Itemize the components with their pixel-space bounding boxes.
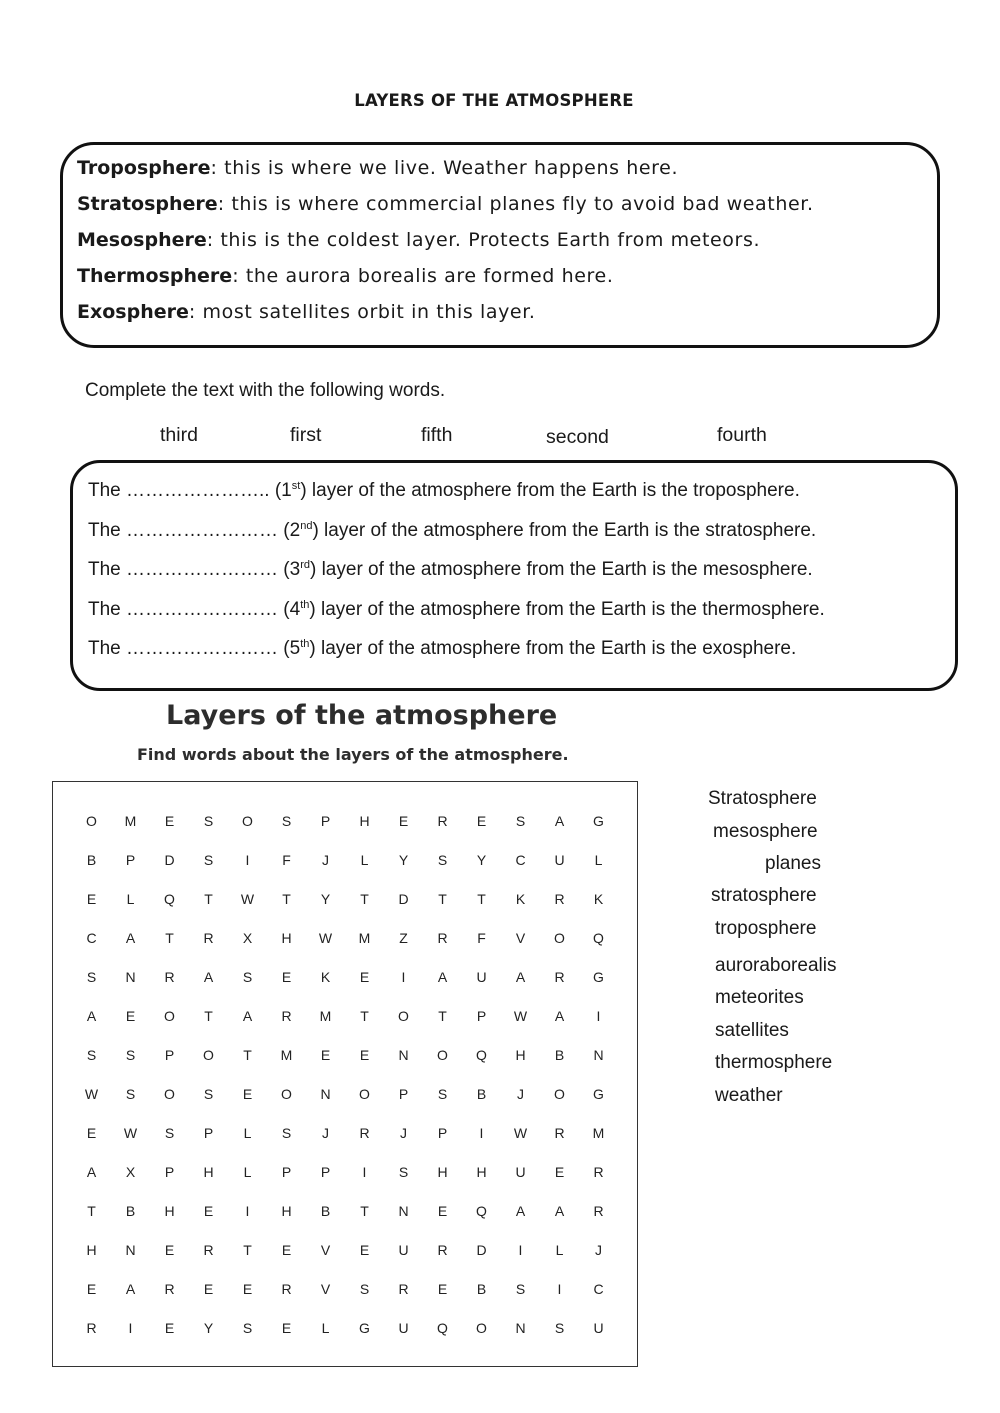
wordsearch-cell[interactable]: L: [594, 852, 603, 868]
wordsearch-row: [72, 997, 618, 1036]
wordsearch-cell[interactable]: P: [476, 1008, 487, 1024]
wordsearch-cell[interactable]: D: [164, 852, 175, 868]
wordsearch-cell[interactable]: S: [125, 1047, 136, 1063]
wordsearch-cell[interactable]: R: [437, 813, 448, 829]
wordsearch-cell[interactable]: S: [203, 852, 214, 868]
wordsearch-cell[interactable]: W: [123, 1125, 138, 1141]
definition-text: : this is where commercial planes fly to avoid bad weather.: [217, 193, 814, 215]
wordsearch-cell[interactable]: T: [438, 1008, 447, 1024]
wordsearch-cell[interactable]: Q: [593, 930, 604, 946]
wordsearch-cell[interactable]: W: [84, 1086, 99, 1102]
wordsearch-cell[interactable]: G: [593, 813, 604, 829]
wordsearch-cell[interactable]: I: [128, 1320, 133, 1336]
wordsearch-cell[interactable]: A: [86, 1008, 97, 1024]
wordsearch-cell[interactable]: E: [281, 1242, 292, 1258]
wordsearch-cell[interactable]: V: [320, 1242, 331, 1258]
wordsearch-row: [72, 1231, 618, 1270]
wordsearch-cell[interactable]: B: [86, 852, 97, 868]
wordsearch-cell[interactable]: A: [554, 1203, 565, 1219]
wordsearch-cell[interactable]: E: [476, 813, 487, 829]
wordsearch-cell[interactable]: A: [125, 930, 136, 946]
wordsearch-cell[interactable]: E: [437, 1203, 448, 1219]
wordsearch-cell[interactable]: I: [362, 1164, 367, 1180]
wordsearch-cell[interactable]: G: [359, 1320, 370, 1336]
wordsearch-cell[interactable]: B: [476, 1281, 487, 1297]
wordsearch-cell[interactable]: O: [281, 1086, 292, 1102]
word-bank-item: fourth: [717, 424, 767, 446]
wordsearch-cell[interactable]: L: [243, 1164, 252, 1180]
wordsearch-cell[interactable]: R: [164, 1281, 175, 1297]
wordsearch-cell[interactable]: R: [281, 1008, 292, 1024]
wordsearch-cell[interactable]: T: [243, 1242, 252, 1258]
wordsearch-row: [72, 841, 618, 880]
wordsearch-row: [72, 919, 618, 958]
wordsearch-cell[interactable]: K: [515, 891, 526, 907]
word-bank-item: first: [290, 424, 322, 446]
wordsearch-cell[interactable]: S: [86, 1047, 97, 1063]
definition-item: [77, 192, 937, 228]
wordsearch-cell[interactable]: E: [164, 1320, 175, 1336]
definition-text: : this is the coldest layer. Protects Earth from meteors.: [206, 229, 761, 251]
wordsearch-cell[interactable]: R: [398, 1281, 409, 1297]
wordsearch-cell[interactable]: X: [125, 1164, 136, 1180]
sentence-end: ) layer of the atmosphere from the Earth is the troposphere.: [300, 480, 800, 501]
sentence: [88, 638, 796, 660]
word-list-item: satellites: [715, 1020, 789, 1041]
wordsearch-row: [72, 1036, 618, 1075]
wordsearch-cell[interactable]: E: [242, 1281, 253, 1297]
wordsearch-cell[interactable]: X: [242, 930, 253, 946]
wordsearch-cell[interactable]: M: [592, 1125, 605, 1141]
wordsearch-cell[interactable]: G: [593, 969, 604, 985]
wordsearch-cell[interactable]: I: [557, 1281, 562, 1297]
wordsearch-cell[interactable]: E: [86, 1281, 97, 1297]
ordinal-suffix: rd: [300, 559, 310, 571]
wordsearch-row: [72, 1270, 618, 1309]
wordsearch-cell[interactable]: O: [437, 1047, 448, 1063]
definition-text: : the aurora borealis are formed here.: [232, 265, 614, 287]
word-list-item: weather: [715, 1085, 783, 1106]
wordsearch-cell[interactable]: A: [554, 813, 565, 829]
wordsearch-cell[interactable]: S: [281, 813, 292, 829]
wordsearch-cell[interactable]: E: [320, 1047, 331, 1063]
word-bank-item: second: [546, 426, 609, 448]
wordsearch-row: [72, 880, 618, 919]
wordsearch-cell[interactable]: K: [320, 969, 331, 985]
wordsearch-cell[interactable]: E: [164, 1242, 175, 1258]
wordsearch-cell[interactable]: M: [319, 1008, 332, 1024]
wordsearch-cell[interactable]: P: [125, 852, 136, 868]
wordsearch-row: [72, 1114, 618, 1153]
sentence-start: The ………………….. (1: [88, 480, 292, 501]
wordsearch-cell[interactable]: E: [281, 1320, 292, 1336]
instruction-text: Complete the text with the following words.: [85, 380, 446, 401]
wordsearch-cell[interactable]: E: [203, 1281, 214, 1297]
sentence-start: The …………………… (2: [88, 520, 301, 541]
wordsearch-grid: [72, 802, 618, 1348]
wordsearch-cell[interactable]: Q: [437, 1320, 448, 1336]
wordsearch-cell[interactable]: Z: [399, 930, 408, 946]
wordsearch-cell[interactable]: Y: [476, 852, 487, 868]
wordsearch-row: [72, 958, 618, 997]
wordsearch-cell[interactable]: H: [359, 813, 370, 829]
wordsearch-cell[interactable]: P: [398, 1086, 409, 1102]
wordsearch-cell[interactable]: U: [593, 1320, 604, 1336]
wordsearch-cell[interactable]: Y: [203, 1320, 214, 1336]
wordsearch-cell[interactable]: E: [398, 813, 409, 829]
wordsearch-cell[interactable]: M: [358, 930, 371, 946]
wordsearch-cell[interactable]: V: [515, 930, 526, 946]
wordsearch-cell[interactable]: C: [593, 1281, 604, 1297]
wordsearch-cell[interactable]: P: [320, 813, 331, 829]
wordsearch-cell[interactable]: T: [204, 1008, 213, 1024]
sentence: [88, 599, 825, 621]
wordsearch-cell[interactable]: N: [398, 1203, 409, 1219]
wordsearch-title: Layers of the atmosphere: [166, 700, 558, 731]
wordsearch-cell[interactable]: O: [86, 813, 97, 829]
wordsearch-cell[interactable]: R: [281, 1281, 292, 1297]
word-list-item: auroraborealis: [715, 955, 837, 976]
wordsearch-cell[interactable]: O: [242, 813, 253, 829]
wordsearch-cell[interactable]: A: [515, 969, 526, 985]
wordsearch-cell[interactable]: W: [318, 930, 333, 946]
wordsearch-cell[interactable]: E: [554, 1164, 565, 1180]
wordsearch-cell[interactable]: E: [359, 1242, 370, 1258]
wordsearch-cell[interactable]: G: [593, 1086, 604, 1102]
wordsearch-cell[interactable]: O: [554, 930, 565, 946]
definition-term: Exosphere: [77, 301, 189, 323]
wordsearch-cell[interactable]: N: [125, 969, 136, 985]
wordsearch-cell[interactable]: P: [281, 1164, 292, 1180]
wordsearch-cell[interactable]: S: [437, 1086, 448, 1102]
definition-text: : this is where we live. Weather happens here.: [210, 157, 679, 179]
wordsearch-cell[interactable]: N: [515, 1320, 526, 1336]
word-list-item: mesosphere: [713, 821, 818, 842]
wordsearch-cell[interactable]: J: [517, 1086, 524, 1102]
wordsearch-cell[interactable]: P: [164, 1047, 175, 1063]
wordsearch-cell[interactable]: T: [204, 891, 213, 907]
wordsearch-cell[interactable]: T: [438, 891, 447, 907]
wordsearch-cell[interactable]: O: [476, 1320, 487, 1336]
word-bank-item: third: [160, 424, 198, 446]
wordsearch-cell[interactable]: N: [398, 1047, 409, 1063]
wordsearch-cell[interactable]: T: [477, 891, 486, 907]
wordsearch-cell[interactable]: L: [243, 1125, 252, 1141]
wordsearch-cell[interactable]: R: [437, 930, 448, 946]
wordsearch-cell[interactable]: R: [593, 1164, 604, 1180]
wordsearch-cell[interactable]: I: [479, 1125, 484, 1141]
wordsearch-cell[interactable]: R: [359, 1125, 370, 1141]
wordsearch-cell[interactable]: B: [476, 1086, 487, 1102]
wordsearch-cell[interactable]: S: [203, 1086, 214, 1102]
wordsearch-cell[interactable]: O: [359, 1086, 370, 1102]
page-title: LAYERS OF THE ATMOSPHERE: [354, 91, 634, 110]
wordsearch-cell[interactable]: K: [593, 891, 604, 907]
wordsearch-subtitle: Find words about the layers of the atmosphere.: [137, 745, 569, 764]
wordsearch-cell[interactable]: P: [164, 1164, 175, 1180]
wordsearch-cell[interactable]: C: [515, 852, 526, 868]
wordsearch-cell[interactable]: S: [359, 1281, 370, 1297]
wordsearch-cell[interactable]: E: [86, 891, 97, 907]
wordsearch-cell[interactable]: S: [242, 1320, 253, 1336]
wordsearch-cell[interactable]: U: [398, 1242, 409, 1258]
wordsearch-cell[interactable]: S: [242, 969, 253, 985]
wordsearch-cell[interactable]: S: [164, 1125, 175, 1141]
wordsearch-cell[interactable]: J: [400, 1125, 407, 1141]
wordsearch-cell[interactable]: S: [515, 813, 526, 829]
wordsearch-cell[interactable]: S: [554, 1320, 565, 1336]
wordsearch-cell[interactable]: A: [554, 1008, 565, 1024]
wordsearch-cell[interactable]: B: [320, 1203, 331, 1219]
wordsearch-cell[interactable]: L: [126, 891, 135, 907]
word-list-item: planes: [765, 853, 821, 874]
wordsearch-cell[interactable]: R: [554, 1125, 565, 1141]
wordsearch-cell[interactable]: F: [282, 852, 291, 868]
wordsearch-cell[interactable]: Q: [476, 1047, 487, 1063]
wordsearch-cell[interactable]: H: [437, 1164, 448, 1180]
wordsearch-row: [72, 1075, 618, 1114]
wordsearch-cell[interactable]: S: [125, 1086, 136, 1102]
wordsearch-cell[interactable]: W: [513, 1125, 528, 1141]
ordinal-suffix: nd: [300, 520, 313, 532]
sentence: [88, 480, 800, 502]
sentence: [88, 520, 816, 542]
wordsearch-cell[interactable]: R: [203, 1242, 214, 1258]
definitions-list: [77, 156, 937, 336]
wordsearch-cell[interactable]: P: [203, 1125, 214, 1141]
wordsearch-cell[interactable]: W: [240, 891, 255, 907]
wordsearch-cell[interactable]: V: [320, 1281, 331, 1297]
wordsearch-cell[interactable]: I: [596, 1008, 601, 1024]
wordsearch-cell[interactable]: L: [321, 1320, 330, 1336]
word-list-item: Stratosphere: [708, 788, 817, 809]
definition-term: Stratosphere: [77, 193, 218, 215]
wordsearch-cell[interactable]: B: [125, 1203, 136, 1219]
wordsearch-cell[interactable]: H: [281, 1203, 292, 1219]
wordsearch-cell[interactable]: N: [125, 1242, 136, 1258]
sentence-start: The …………………… (5: [88, 638, 301, 659]
definition-term: Troposphere: [77, 157, 211, 179]
wordsearch-cell[interactable]: A: [437, 969, 448, 985]
wordsearch-cell[interactable]: O: [164, 1008, 175, 1024]
wordsearch-cell[interactable]: E: [86, 1125, 97, 1141]
sentence: [88, 559, 813, 581]
ordinal-suffix: th: [300, 638, 310, 650]
sentence-end: ) layer of the atmosphere from the Earth is the stratosphere.: [312, 520, 817, 541]
wordsearch-cell[interactable]: E: [437, 1281, 448, 1297]
wordsearch-cell[interactable]: E: [359, 969, 370, 985]
wordsearch-cell[interactable]: Y: [320, 891, 331, 907]
word-list-item: meteorites: [715, 987, 804, 1008]
wordsearch-cell[interactable]: C: [86, 930, 97, 946]
wordsearch-cell[interactable]: T: [243, 1047, 252, 1063]
wordsearch-cell[interactable]: Q: [164, 891, 175, 907]
wordsearch-cell[interactable]: A: [125, 1281, 136, 1297]
wordsearch-cell[interactable]: E: [242, 1086, 253, 1102]
wordsearch-cell[interactable]: N: [320, 1086, 331, 1102]
definition-item: [77, 264, 937, 300]
wordsearch-cell[interactable]: S: [281, 1125, 292, 1141]
definition-term: Mesosphere: [77, 229, 207, 251]
wordsearch-cell[interactable]: E: [281, 969, 292, 985]
wordsearch-cell[interactable]: R: [554, 891, 565, 907]
sentence-start: The …………………… (4: [88, 599, 301, 620]
sentence-end: ) layer of the atmosphere from the Earth is the thermosphere.: [309, 599, 825, 620]
wordsearch-row: [72, 1309, 618, 1348]
wordsearch-cell[interactable]: R: [593, 1203, 604, 1219]
wordsearch-cell[interactable]: T: [165, 930, 174, 946]
wordsearch-cell[interactable]: J: [322, 1125, 329, 1141]
wordsearch-cell[interactable]: U: [398, 1320, 409, 1336]
wordsearch-cell[interactable]: O: [554, 1086, 565, 1102]
wordsearch-cell[interactable]: H: [281, 930, 292, 946]
wordsearch-cell[interactable]: R: [554, 969, 565, 985]
word-list-item: stratosphere: [711, 885, 817, 906]
wordsearch-cell[interactable]: H: [515, 1047, 526, 1063]
wordsearch-cell[interactable]: O: [164, 1086, 175, 1102]
wordsearch-cell[interactable]: M: [280, 1047, 293, 1063]
wordsearch-cell[interactable]: I: [401, 969, 406, 985]
wordsearch-cell[interactable]: E: [359, 1047, 370, 1063]
wordsearch-cell[interactable]: J: [322, 852, 329, 868]
wordsearch-cell[interactable]: T: [282, 891, 291, 907]
wordsearch-cell[interactable]: O: [203, 1047, 214, 1063]
wordsearch-cell[interactable]: U: [515, 1164, 526, 1180]
wordsearch-cell[interactable]: D: [398, 891, 409, 907]
wordsearch-cell[interactable]: M: [124, 813, 137, 829]
wordsearch-cell[interactable]: H: [203, 1164, 214, 1180]
wordsearch-cell[interactable]: A: [86, 1164, 97, 1180]
wordsearch-cell[interactable]: S: [437, 852, 448, 868]
word-list-item: thermosphere: [715, 1052, 833, 1073]
definition-term: Thermosphere: [77, 265, 233, 287]
wordsearch-cell[interactable]: R: [437, 1242, 448, 1258]
wordsearch-cell[interactable]: J: [595, 1242, 602, 1258]
sentence-end: ) layer of the atmosphere from the Earth is the exosphere.: [309, 638, 797, 659]
wordsearch-cell[interactable]: R: [164, 969, 175, 985]
definition-item: [77, 300, 937, 336]
wordsearch-cell[interactable]: I: [245, 852, 250, 868]
wordsearch-cell[interactable]: T: [360, 1203, 369, 1219]
wordsearch-cell[interactable]: E: [164, 813, 175, 829]
wordsearch-cell[interactable]: Y: [398, 852, 409, 868]
wordsearch-cell[interactable]: T: [360, 891, 369, 907]
wordsearch-cell[interactable]: Q: [476, 1203, 487, 1219]
sentence-end: ) layer of the atmosphere from the Earth is the mesosphere.: [309, 559, 813, 580]
wordsearch-cell[interactable]: L: [360, 852, 369, 868]
wordsearch-cell[interactable]: T: [360, 1008, 369, 1024]
wordsearch-cell[interactable]: A: [203, 969, 214, 985]
wordsearch-cell[interactable]: B: [554, 1047, 565, 1063]
wordsearch-cell[interactable]: D: [476, 1242, 487, 1258]
wordsearch-row: [72, 1192, 618, 1231]
wordsearch-cell[interactable]: I: [518, 1242, 523, 1258]
wordsearch-cell[interactable]: A: [515, 1203, 526, 1219]
wordsearch-cell[interactable]: N: [593, 1047, 604, 1063]
wordsearch-cell[interactable]: P: [320, 1164, 331, 1180]
wordsearch-row: [72, 802, 618, 841]
wordsearch-cell[interactable]: E: [203, 1203, 214, 1219]
wordsearch-cell[interactable]: P: [437, 1125, 448, 1141]
wordsearch-cell[interactable]: R: [203, 930, 214, 946]
wordsearch-cell[interactable]: W: [513, 1008, 528, 1024]
ordinal-suffix: st: [291, 480, 301, 492]
wordsearch-cell[interactable]: U: [476, 969, 487, 985]
sentence-start: The …………………… (3: [88, 559, 301, 580]
wordsearch-cell[interactable]: T: [87, 1203, 96, 1219]
wordsearch-cell[interactable]: S: [203, 813, 214, 829]
definition-item: [77, 228, 937, 264]
wordsearch-cell[interactable]: S: [86, 969, 97, 985]
wordsearch-cell[interactable]: H: [164, 1203, 175, 1219]
wordsearch-cell[interactable]: I: [245, 1203, 250, 1219]
wordsearch-cell[interactable]: L: [555, 1242, 564, 1258]
word-bank-item: fifth: [421, 424, 453, 446]
wordsearch-cell[interactable]: S: [398, 1164, 409, 1180]
wordsearch-cell[interactable]: E: [125, 1008, 136, 1024]
wordsearch-cell[interactable]: F: [477, 930, 486, 946]
wordsearch-cell[interactable]: H: [86, 1242, 97, 1258]
wordsearch-row: [72, 1153, 618, 1192]
word-list-item: troposphere: [715, 918, 817, 939]
wordsearch-cell[interactable]: R: [86, 1320, 97, 1336]
definition-item: [77, 156, 937, 192]
wordsearch-cell[interactable]: S: [515, 1281, 526, 1297]
wordsearch-cell[interactable]: A: [242, 1008, 253, 1024]
wordsearch-cell[interactable]: H: [476, 1164, 487, 1180]
ordinal-suffix: th: [300, 599, 310, 611]
definition-text: : most satellites orbit in this layer.: [188, 301, 536, 323]
wordsearch-cell[interactable]: U: [554, 852, 565, 868]
wordsearch-cell[interactable]: O: [398, 1008, 409, 1024]
